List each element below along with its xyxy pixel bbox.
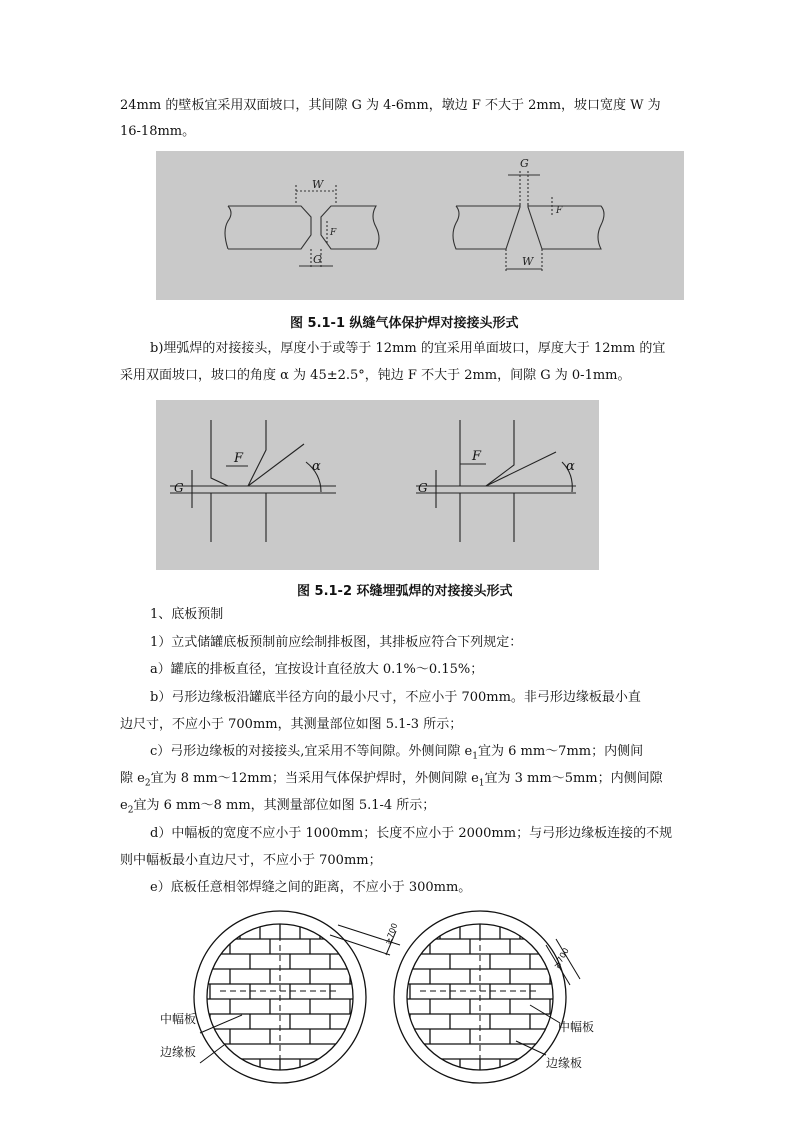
- label-edge-plate: 边缘板: [160, 1045, 197, 1059]
- label-f: F: [234, 451, 244, 466]
- figure-caption: 图 5.1-2 环缝埋弧焊的对接接头形式: [297, 584, 513, 599]
- paragraph-line: $e_2$宜为 6 mm～8 mm，其测量部位如图 5.1-4 所示；: [120, 798, 436, 816]
- paragraph-line: 16-18mm。: [120, 124, 196, 139]
- paragraph-line: 则中幅板最小直边尺寸，不应小于 700mm；: [120, 853, 382, 868]
- section-heading: 1、底板预制: [150, 607, 224, 622]
- label-edge-plate: 边缘板: [546, 1056, 583, 1070]
- paragraph-line: 采用双面坡口，坡口的角度 α 为 45±2.5°，钝边 F 不大于 2mm，间隙 G 为 0-1mm。: [120, 368, 631, 383]
- label-f: F: [472, 449, 482, 464]
- figure-5-1-1: [156, 151, 684, 300]
- paragraph-line: 隙 $e_2$宜为 8 mm～12mm；当采用气体保护焊时，外侧间隙 $e_1$宜为 3 mm～5mm；内侧间隙: [120, 771, 663, 789]
- paragraph-line: a）罐底的排板直径，宜按设计直径放大 0.1%～0.15%；: [150, 662, 484, 677]
- label-g: G: [174, 481, 184, 495]
- label-f: F: [556, 206, 563, 216]
- paragraph-line: b）弓形边缘板沿罐底半径方向的最小尺寸，不应小于 700mm。非弓形边缘板最小直: [150, 690, 641, 705]
- label-g: G: [418, 481, 428, 495]
- paragraph-line: 边尺寸，不应小于 700mm，其测量部位如图 5.1-3 所示；: [120, 717, 463, 732]
- paragraph-line: 24mm 的壁板宜采用双面坡口，其间隙 G 为 4-6mm，墩边 F 不大于 2mm，坡口宽度 W 为: [120, 98, 661, 113]
- dimension-label: ≥700: [383, 921, 400, 946]
- label-mid-plate: 中幅板: [558, 1020, 595, 1034]
- paragraph-line: b)埋弧焊的对接接头，厚度小于或等于 12mm 的宜采用单面坡口，厚度大于 12mm 的宜: [150, 341, 666, 356]
- label-w: W: [312, 178, 324, 191]
- figure-5-1-2: [156, 400, 599, 570]
- paragraph-line: 1）立式储罐底板预制前应绘制排板图，其排板应符合下列规定：: [150, 635, 523, 650]
- dimension-label: ≥700: [551, 946, 571, 970]
- paragraph-line: e）底板任意相邻焊缝之间的距离，不应小于 300mm。: [150, 880, 472, 895]
- label-mid-plate: 中幅板: [160, 1012, 197, 1026]
- paragraph-line: c）弓形边缘板的对接接头,宜采用不等间隙。外侧间隙 $e_1$宜为 6 mm～7mm；内侧间: [150, 744, 644, 762]
- paragraph-line: d）中幅板的宽度不应小于 1000mm；长度不应小于 2000mm；与弓形边缘板连接的不规: [150, 826, 673, 841]
- label-g: G: [520, 157, 529, 170]
- label-w: W: [522, 255, 534, 268]
- figure-bottom-plates: [160, 905, 620, 1115]
- label-alpha: α: [312, 459, 321, 474]
- label-f: F: [330, 228, 337, 238]
- figure-caption: 图 5.1-1 纵缝气体保护焊对接接头形式: [290, 316, 519, 331]
- label-g: G: [313, 253, 322, 266]
- label-alpha: α: [566, 459, 575, 474]
